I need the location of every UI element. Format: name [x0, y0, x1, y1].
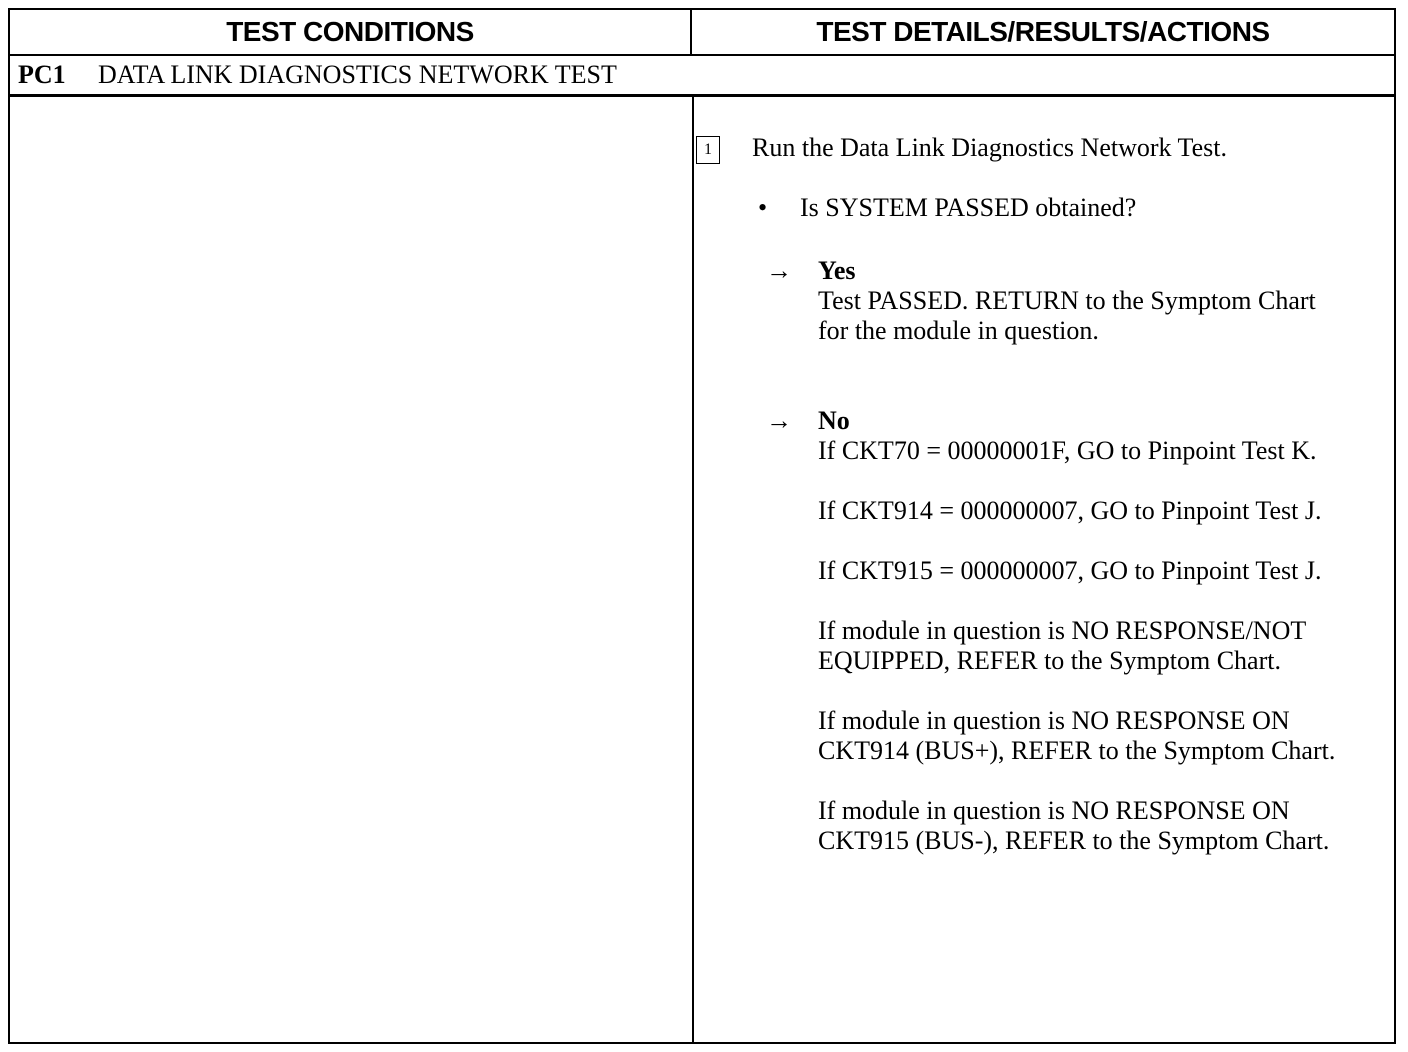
column-divider — [692, 97, 694, 1042]
step-question: Is SYSTEM PASSED obtained? — [800, 193, 1137, 222]
no-action-item: If CKT915 = 000000007, GO to Pinpoint Test J. — [818, 556, 1322, 585]
yes-action: Test PASSED. RETURN to the Symptom Chart for the module in question. — [818, 286, 1316, 345]
yes-label: Yes — [818, 256, 856, 285]
test-code: PC1 — [18, 60, 66, 89]
column-header-test-details: TEST DETAILS/RESULTS/ACTIONS — [816, 16, 1270, 47]
column-header-test-conditions: TEST CONDITIONS — [10, 10, 692, 54]
no-action-item: If module in question is NO RESPONSE ON CKT914 (BUS+), REFER to the Symptom Chart. — [818, 706, 1336, 765]
yes-arrow-icon: → — [766, 256, 792, 285]
no-arrow-icon: → — [766, 406, 792, 435]
no-action-item: If CKT914 = 000000007, GO to Pinpoint Test J. — [818, 496, 1322, 525]
no-action-item: If module in question is NO RESPONSE/NOT EQUIPPED, REFER to the Symptom Chart. — [818, 616, 1306, 675]
step-instruction: Run the Data Link Diagnostics Network Test. — [752, 133, 1228, 162]
no-action-item: If CKT70 = 00000001F, GO to Pinpoint Test K. — [818, 436, 1317, 465]
divider — [10, 94, 1394, 97]
bullet-icon: • — [758, 193, 768, 222]
no-label: No — [818, 406, 850, 435]
yes-branch — [818, 256, 1378, 346]
test-title: DATA LINK DIAGNOSTICS NETWORK TEST — [98, 60, 617, 89]
no-branch — [818, 406, 1378, 886]
no-action-item: If module in question is NO RESPONSE ON CKT915 (BUS-), REFER to the Symptom Chart. — [818, 796, 1330, 855]
step-number-box: 1 — [696, 136, 720, 164]
test-title-row — [10, 56, 1394, 94]
